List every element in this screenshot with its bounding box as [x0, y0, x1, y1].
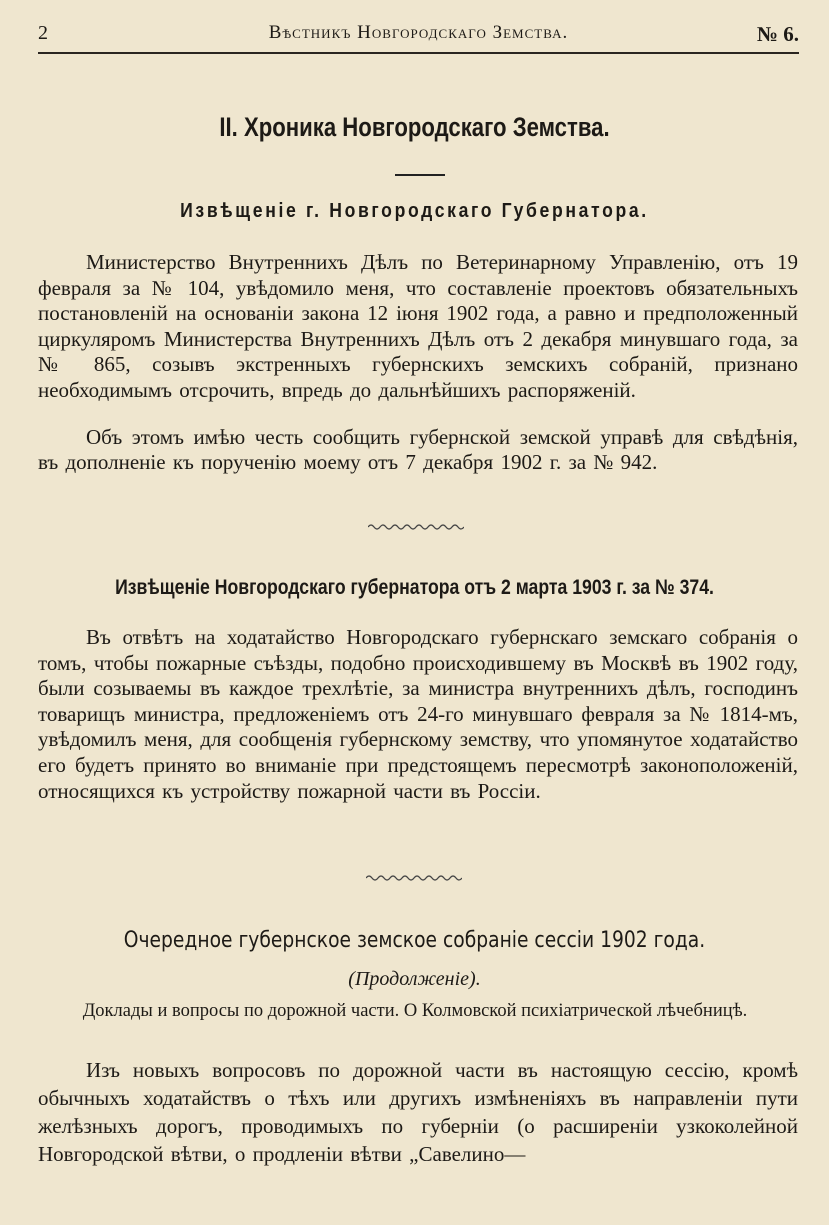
journal-title: Вѣстникъ Новгородскаго Земства. — [268, 22, 569, 43]
session-paragraph: Изъ новыхъ вопросовъ по дорожной части въ настоящую сессію, кромѣ обычныхъ ходатайствъ о тѣхъ или другихъ измѣненіяхъ въ направленіи пути желѣзныхъ дорогъ, проводимыхъ по губерніи (о расширеніи узкоколейной Новгородской вѣтви, о продленіи вѣтви „Савелино— — [38, 1058, 798, 1166]
title-rule — [395, 174, 445, 176]
session-subheading: Доклады и вопросы по дорожной части. О Колмовской психіатрической лѣчебницѣ. — [82, 1001, 748, 1021]
notice1-paragraph-2: Объ этомъ имѣю честь сообщить губернской земской управѣ для свѣдѣнія, въ дополненіе къ порученію моему отъ 7 декабря 1902 г. за № 942. — [38, 425, 798, 474]
session-title: Очередное губернское земское собраніе сессіи 1902 года. — [123, 928, 706, 953]
notice2-paragraph: Въ отвѣтъ на ходатайство Новгородскаго губернскаго земскаго собранія о томъ, чтобы пожарные съѣзды, подобно происходившему въ Москвѣ въ 1902 году, были созываемы въ каждое трехлѣтіе, за министра внутреннихъ дѣлъ, господинъ товарищъ министра, предложеніемъ отъ 24-го минувшаго февраля за № 1814-мъ, увѣдомилъ меня, для сообщенія губернскому земству, что упомянутое ходатайство его будетъ принято во вниманіе при предстоящемъ пересмотрѣ законоположеній, относящихся къ устройству пожарной части въ Россіи. — [38, 625, 798, 803]
page-number: 2 — [38, 22, 48, 44]
wavy-divider — [368, 522, 464, 532]
section-title: II. Хроника Новгородскаго Земства. — [219, 112, 610, 142]
wavy-divider — [366, 873, 462, 883]
continuation-label: (Продолженіе). — [348, 968, 481, 990]
notice1-paragraph: Министерство Внутреннихъ Дѣлъ по Ветеринарному Управленію, отъ 19 февраля за № 104, увѣдомило меня, что составленіе проектовъ обязательныхъ постановленій на основаніи закона 12 іюня 1902 года, а равно и предположенный циркуляромъ Министерства Внутреннихъ Дѣлъ отъ 2 декабря минувшаго года, за № 865, созывъ экстренныхъ губернскихъ земскихъ собраній, признано необходимымъ отсрочить, впредь до дальнѣйшихъ распоряженій. — [38, 250, 798, 402]
notice2-heading: Извѣщеніе Новгородскаго губернатора отъ 2 марта 1903 г. за № 374. — [115, 576, 714, 599]
issue-number: № 6. — [756, 22, 799, 46]
notice1-heading: Извѣщеніе г. Новгородскаго Губернатора. — [180, 200, 649, 222]
running-header — [38, 20, 799, 54]
